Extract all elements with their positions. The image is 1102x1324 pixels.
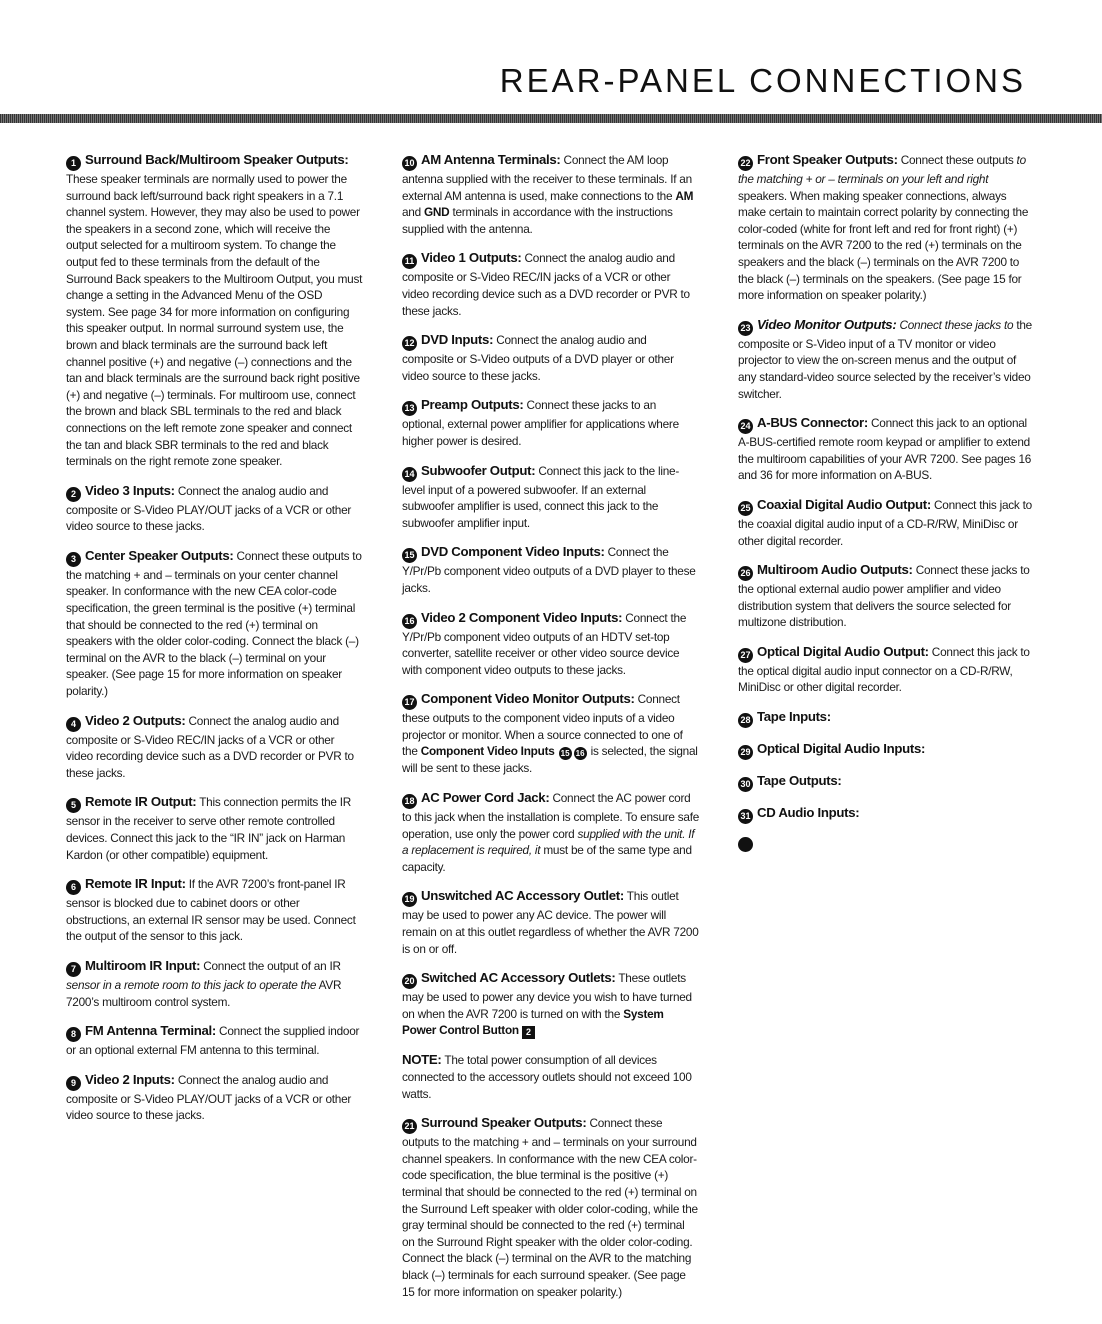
entry-heading: Front Speaker Outputs: (757, 152, 898, 167)
entry-body: Connect the analog audio and composite or S-Video PLAY/OUT jacks of a VCR or other video source to these jacks. (66, 1072, 352, 1123)
callout-number: 3 (66, 552, 81, 567)
callout-number: 31 (738, 809, 753, 824)
entry-body: Connect this jack to an optional A-BUS-certified remote room keypad or amplifier to extend the multiroom capabilities of your AVR 7200. See pages 16 and 36 for more information on A-BUS. (738, 416, 1032, 483)
entry-body: This outlet may be used to power any AC device. The power will remain on at this outlet regardless of whether the AVR 7200 is on or off. (402, 889, 699, 956)
entry-8 (66, 1023, 364, 1059)
entry-heading: CD Audio Inputs: (757, 805, 860, 821)
entry-heading: FM Antenna Terminal: (85, 1023, 217, 1039)
entry-body: Connect the output of an IR (203, 958, 341, 973)
entry-heading: Surround Back/Multiroom Speaker Outputs: (85, 152, 349, 167)
callout-number: 6 (66, 880, 81, 895)
callout-number: 1 (66, 156, 81, 171)
callout-number: 24 (738, 419, 753, 434)
system-power-button-label: System Power Control Button (402, 1006, 664, 1038)
callout-number: 11 (402, 254, 417, 269)
entry-note (402, 1052, 700, 1102)
callout-ref-15: 15 (559, 747, 572, 760)
entry-15 (402, 544, 700, 596)
entry-26 (738, 562, 1036, 631)
callout-number: 26 (738, 566, 753, 581)
entry-heading: Remote IR Output: (85, 794, 197, 810)
entry-body: These speaker terminals are normally used to power the surround back left/surround back right speakers in a 7.1 channel system. However, they may also be used to power the speakers in a second zone, which will receive the output selected for a multiroom system. To change the output fed to these terminals from the default of the Surround Back speakers to the Multiroom Output, you must change a setting in the Advanced Menu of the OSD system. See page 34 for more information on configuring this speaker output. In normal surround system use, the brown and black terminals are the surround back left channel positive (+) and negative (–) connections and the tan and black terminals are the surround back right positive (+) and negative (–) terminals. For multiroom use, connect the brown and black SBL terminals to the red and black connections on the left remote zone speaker and connect the tan and black SBR terminals to the red and black terminals on the right remote zone speaker. (66, 172, 363, 469)
entry-18 (402, 790, 700, 875)
entry-heading: Optical Digital Audio Output: (757, 643, 929, 659)
entry-heading: Video 1 Outputs: (421, 250, 522, 266)
entry-10 (402, 152, 700, 237)
entry-body: Connect the analog audio and composite or S-Video REC/IN jacks of a VCR or other video recording device such as a DVD recorder or PVR to these jacks. (66, 713, 354, 780)
entry-16 (402, 610, 700, 679)
column-middle (402, 152, 700, 1312)
content-columns (66, 152, 1036, 1312)
callout-number: 9 (66, 1076, 81, 1091)
entry-body-conj: and (402, 205, 421, 220)
entry-6 (66, 876, 364, 945)
entry-5 (66, 794, 364, 863)
entry-9 (66, 1072, 364, 1124)
entry-heading: DVD Inputs: (421, 332, 494, 348)
callout-number: 28 (738, 713, 753, 728)
callout-number: 5 (66, 798, 81, 813)
entry-body: Connect this jack to the line-level input of a powered subwoofer. If an external subwoofer amplifier is used, connect this jack to the subwoofer amplifier input. (402, 463, 680, 530)
entry-body: Connect the supplied indoor or an optional external FM antenna to this terminal. (66, 1024, 360, 1058)
entry-body-tail: terminals in accordance with the instructions supplied with the antenna. (402, 205, 673, 236)
entry-heading: Video 2 Outputs: (85, 712, 186, 728)
entry-body: Connect these outputs to the matching + and – terminals on your surround channel speakers. In conformance with the new CEA color-code specification, the blue terminal is the positive (+) terminal that should be connected to the red (+) terminal on the Surround Left speaker with older color-coding, while the gray terminal should be connected to the red (+) terminal on the Surround Right speaker with the older color-coding. Connect the black (–) terminal on the AVR to the matching black (–) terminals for each surround speaker. (See page 15 for more information on speaker polarity.) (402, 1116, 698, 1299)
entry-14 (402, 463, 700, 532)
entry-19 (402, 888, 700, 957)
entry-20 (402, 970, 700, 1039)
entry-body: Connect the AC power cord to this jack when the installation is complete. To ensure safe operation, use only the power cord (402, 791, 700, 841)
entry-body-tail: speakers. When making speaker connections, always make certain to maintain correct polarity by connecting the color-coded (white for front left and red for front right) (+) terminals on the AVR 7200 to the red (+) terminals on the speakers and the black (–) terminals on the AVR 7200 to the black (–) terminals on the speakers. (See page 15 for more information on speaker polarity.) (738, 188, 1029, 303)
entry-body: This connection permits the IR sensor in the receiver to serve other remote controlled devices. Connect this jack to the “IR IN” jack on Harman Kardon (or other compatible) equipment. (66, 795, 352, 862)
entry-body-italic: supplied with the unit. If a replacement is required, it (402, 826, 695, 858)
callout-number: 20 (402, 974, 417, 989)
column-right (738, 152, 1036, 1312)
callout-number: 23 (738, 321, 753, 336)
entry-31 (738, 805, 1036, 824)
entry-body-italic: Connect these jacks to (899, 317, 1014, 332)
entry-body-italic: sensor in a remote room to this jack to operate the (66, 977, 317, 992)
entry-body: Connect the analog audio and composite or S-Video outputs of a DVD player or other video source to these jacks. (402, 333, 674, 383)
callout-number: 13 (402, 401, 417, 416)
entry-25 (738, 497, 1036, 549)
callout-number: 17 (402, 695, 417, 710)
note-label: NOTE: (402, 1052, 442, 1068)
terminal-label-gnd: GND (423, 205, 450, 220)
entry-body: If the AVR 7200’s front-panel IR sensor is blocked due to cabinet doors or other obstructions, an external IR sensor may be used. Connect the output of the sensor to this jack. (66, 877, 356, 944)
entry-heading: Tape Inputs: (757, 709, 831, 725)
entry-body-tail: AVR 7200’s multiroom control system. (66, 977, 342, 1009)
entry-heading: Unswitched AC Accessory Outlet: (421, 888, 624, 904)
entry-body: Connect this jack to the coaxial digital audio input of a CD-R/RW, MiniDisc or other digital recorder. (738, 497, 1032, 548)
callout-number: 25 (738, 501, 753, 516)
column-left (66, 152, 364, 1312)
callout-number: 16 (402, 614, 417, 629)
callout-number: 14 (402, 467, 417, 482)
entry-22 (738, 152, 1036, 304)
callout-number: 2 (66, 487, 81, 502)
entry-body-tail: must be of the same type and capacity. (402, 843, 692, 874)
entry-heading: AC Power Cord Jack: (421, 790, 550, 806)
callout-number: 18 (402, 794, 417, 809)
entry-body: Connect the Y/Pr/Pb component video outputs of a DVD player to these jacks. (402, 545, 696, 595)
entry-heading: Video 3 Inputs: (85, 482, 175, 498)
callout-number: 21 (402, 1119, 417, 1134)
entry-12 (402, 332, 700, 384)
entry-2 (66, 483, 364, 535)
callout-number: 12 (402, 336, 417, 351)
entry-body: Connect the Y/Pr/Pb component video outputs of an HDTV set-top converter, satellite receiver or other video source device with component video outputs to these jacks. (402, 610, 687, 677)
entry-heading: Video 2 Inputs: (85, 1071, 175, 1087)
entry-body: Connect these outputs (900, 153, 1014, 167)
header-rule (0, 114, 1102, 123)
component-inputs-label: Component Video Inputs (420, 744, 555, 759)
entry-21 (402, 1115, 700, 1300)
entry-body-italic: to the matching + or – terminals on your left and right (738, 153, 1026, 186)
entry-body: Connect these jacks to the optional external audio power amplifier and video distribution system that delivers the source selected for multizone distribution. (738, 563, 1030, 630)
entry-body: Connect these outputs to the matching + and – terminals on your center channel speaker. In conformance with the new CEA color-code specification, the green terminal is the positive (+) terminal that should be connected to the red (+) terminal on speakers with the older color-coding. Connect the black (–) terminal on the AVR to the black (–) terminal on your speaker. (See page 15 for more information on speaker polarity.) (66, 548, 362, 699)
entry-heading: Preamp Outputs: (421, 397, 524, 413)
entry-17 (402, 691, 700, 777)
entry-heading: Component Video Monitor Outputs: (421, 691, 635, 707)
entry-heading: Subwoofer Output: (421, 462, 536, 478)
entry-heading: Optical Digital Audio Inputs: (757, 741, 926, 757)
entry-body: Connect these jacks to an optional, external power amplifier for applications where higher power is desired. (402, 398, 679, 448)
entry-11 (402, 250, 700, 319)
callout-ref-16: 16 (574, 747, 587, 760)
entry-heading: A-BUS Connector: (757, 415, 868, 431)
entry-body: Connect these outputs to the component video inputs of a video projector or monitor. When a source connected to one of the (402, 692, 683, 759)
entry-body: The total power consumption of all devices connected to the accessory outlets should not exceed 100 watts. (402, 1053, 692, 1101)
entry-heading: DVD Component Video Inputs: (421, 544, 605, 560)
callout-number: 19 (402, 892, 417, 907)
entry-heading: Coaxial Digital Audio Output: (757, 496, 931, 512)
entry-29 (738, 741, 1036, 760)
callout-box-2: 2 (522, 1026, 535, 1039)
callout-number: 15 (402, 548, 417, 563)
entry-heading: AM Antenna Terminals: (421, 152, 561, 167)
entry-body: the composite or S-Video input of a TV monitor or video projector to view the on-screen menus and the output of any standard-video source selected by the receiver’s video switcher. (738, 317, 1032, 401)
callout-number: 4 (66, 717, 81, 732)
entry-13 (402, 397, 700, 449)
entry-heading: Switched AC Accessory Outlets: (421, 970, 616, 986)
callout-number: 27 (738, 648, 753, 663)
entry-heading: Surround Speaker Outputs: (421, 1115, 587, 1131)
entry-body: Connect this jack to the optical digital audio input connector on a CD-R/RW, MiniDisc or other digital recorder. (738, 644, 1030, 695)
callout-number: 7 (66, 962, 81, 977)
entry-heading: Tape Outputs: (757, 773, 842, 789)
callout-number: 30 (738, 777, 753, 792)
entry-body: Connect the analog audio and composite or S-Video PLAY/OUT jacks of a VCR or other video source to these jacks. (66, 483, 352, 534)
entry-27 (738, 644, 1036, 696)
entry-28 (738, 709, 1036, 728)
entry-32 (738, 837, 1036, 855)
entry-body: These outlets may be used to power any device you wish to have turned on when the AVR 7200 is turned on with the (402, 971, 692, 1021)
entry-body-tail: is selected, the signal will be sent to these jacks. (402, 744, 698, 776)
entry-heading: Remote IR Input: (85, 876, 186, 892)
entry-heading: Multiroom Audio Outputs: (757, 562, 913, 578)
entry-24 (738, 415, 1036, 484)
callout-number (738, 837, 753, 852)
callout-number: 8 (66, 1027, 81, 1042)
entry-1 (66, 152, 364, 470)
entry-4 (66, 713, 364, 782)
callout-number: 22 (738, 156, 753, 171)
entry-body: Connect the analog audio and composite or S-Video REC/IN jacks of a VCR or other video recording device such as a DVD recorder or PVR to these jacks. (402, 251, 690, 318)
terminal-label-am: AM (675, 188, 694, 203)
callout-number: 29 (738, 745, 753, 760)
entry-body: Connect the AM loop antenna supplied with the receiver to these terminals. If an external AM antenna is used, make connections to the (402, 153, 692, 203)
entry-3 (66, 548, 364, 700)
entry-heading: Multiroom IR Input: (85, 957, 201, 973)
entry-heading: Video Monitor Outputs: (757, 316, 897, 332)
entry-30 (738, 773, 1036, 792)
entry-23 (738, 317, 1036, 402)
entry-7 (66, 958, 364, 1010)
entry-heading: Video 2 Component Video Inputs: (421, 609, 623, 625)
entry-heading: Center Speaker Outputs: (85, 547, 234, 563)
callout-number: 10 (402, 156, 417, 171)
page-title: REAR-PANEL CONNECTIONS (499, 62, 1026, 99)
